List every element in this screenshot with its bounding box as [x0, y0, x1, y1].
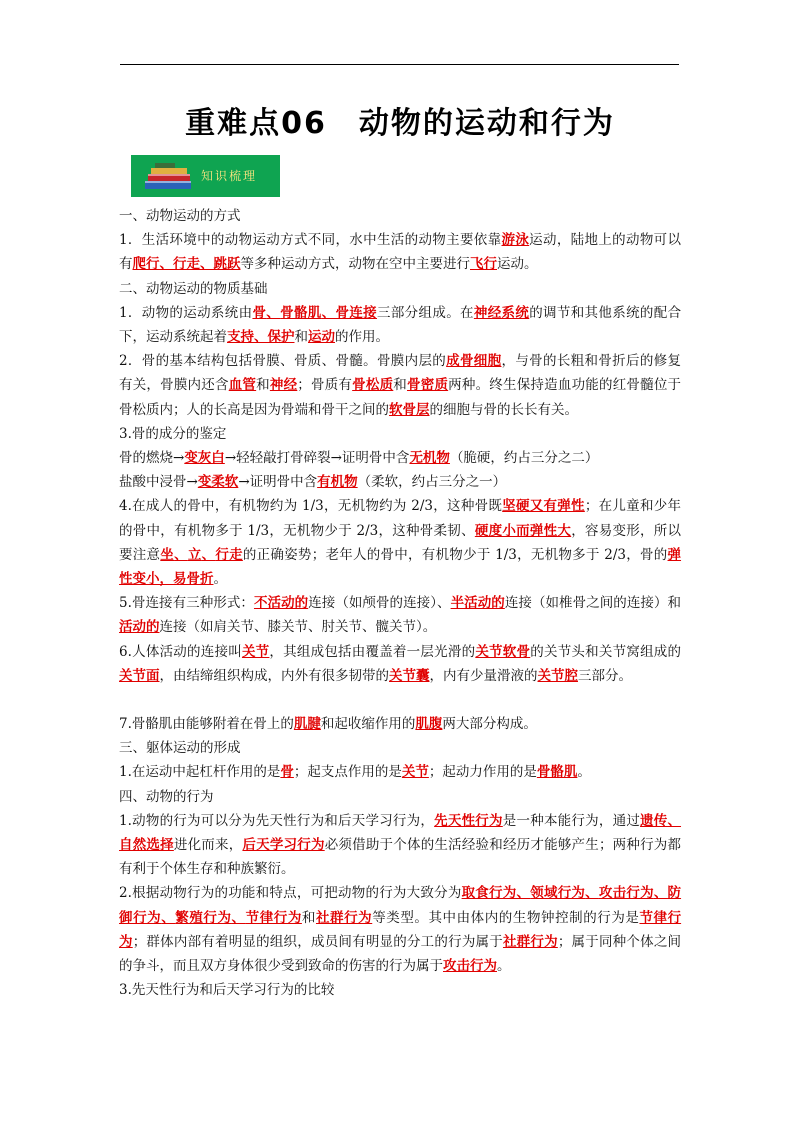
keyword: 不活动的 — [253, 595, 309, 612]
text-run: 进化而来， — [173, 837, 243, 854]
knowledge-banner — [131, 155, 280, 197]
text-run: ；在儿童和少年的骨中，有机物多于 1/3，无机物少于 2/3，这种骨柔韧、 — [119, 498, 682, 539]
keyword: 肌腹 — [415, 716, 443, 733]
text-run: （脆硬，约占三分之二） — [449, 450, 599, 467]
keyword: 、 — [200, 256, 214, 273]
keyword: 、 — [516, 885, 531, 902]
text-run: ；起动力作用的是 — [428, 764, 537, 781]
paragraph — [119, 470, 681, 494]
keyword: 骨骼肌 — [536, 764, 578, 781]
banner-label: 知识梳理 — [201, 169, 258, 183]
keyword: 关节面 — [119, 667, 160, 684]
text-run: ，内有少量滑液的 — [429, 667, 538, 684]
text-run: 1.在运动中起杠杆作用的是 — [119, 764, 281, 781]
text-run: 三、躯体运动的形成 — [119, 740, 241, 757]
text-run: 两种。终生保持造血功能的红骨髓位于骨松质内；人的长高是因为骨端和骨干之间的 — [119, 377, 682, 418]
text-run: 和 — [256, 377, 270, 394]
paragraph-gap — [119, 688, 681, 712]
keyword: 飞行 — [470, 256, 497, 273]
keyword: 坐 — [160, 546, 175, 563]
text-run: 的调节和其他系统的配合下，运动系统起着 — [119, 304, 682, 346]
text-run: 等多种运动方式，动物在空中主要进行 — [240, 256, 470, 273]
text-run: 6.人体活动的连接叫 — [119, 643, 242, 660]
paragraph — [119, 591, 681, 639]
text-run: 3.先天性行为和后天学习行为的比较 — [119, 982, 335, 999]
paragraph — [119, 760, 681, 784]
paragraph — [119, 640, 681, 688]
text-run: ；属于同种个体之间的争斗，而且双方身体很少受到致命的伤害的行为属于 — [119, 933, 682, 975]
text-run: 2．骨的基本结构包括骨膜、骨质、骨髓。骨膜内层的 — [119, 353, 447, 370]
text-run: 是一种本能行为，通过 — [502, 812, 641, 829]
keyword: 神经系统 — [473, 304, 530, 321]
paragraph — [119, 494, 681, 591]
paragraph — [119, 228, 681, 276]
keyword: 、 — [667, 812, 682, 829]
keyword: 骨松质 — [352, 377, 394, 394]
keyword: 防御行为 — [119, 885, 682, 926]
keyword: 运动 — [308, 329, 335, 346]
keyword: 软骨层 — [389, 401, 430, 418]
text-run: 。 — [577, 764, 591, 781]
text-run: 7.骨骼肌由能够附着在骨上的 — [119, 716, 294, 733]
keyword: 变灰白 — [184, 450, 225, 467]
keyword: 、 — [266, 304, 281, 321]
text-run: 1．生活环境中的动物运动方式不同，水中生活的动物主要依靠 — [119, 232, 502, 249]
keyword: 关节 — [241, 643, 270, 660]
paragraph — [119, 712, 681, 736]
keyword: 攻击行为 — [598, 885, 654, 902]
keyword: 社群行为 — [315, 909, 373, 926]
keyword: 半活动的 — [450, 595, 505, 612]
keyword: 繁殖行为 — [175, 909, 232, 926]
text-run: 两大部分构成。 — [442, 716, 537, 733]
text-run: 等类型。其中由体内的生物钟控制的行为是 — [372, 909, 640, 926]
text-run: 连接（如颅骨的连接）、 — [308, 595, 451, 612]
text-run: 和 — [294, 329, 308, 346]
keyword: 、 — [254, 329, 268, 346]
text-run: 。 — [213, 571, 227, 588]
paragraph — [119, 277, 681, 301]
keyword: 游泳 — [501, 232, 530, 249]
keyword: 肌腱 — [293, 716, 321, 733]
text-run: ，与骨的长粗和骨折后的修复有关，骨膜内还含 — [119, 353, 682, 394]
keyword: 关节囊 — [389, 667, 430, 684]
keyword: 社群行为 — [502, 933, 558, 950]
keyword: 弹性变小，易骨折 — [119, 546, 682, 588]
keyword: 骨密质 — [407, 377, 449, 394]
text-run: 一、动物运动的方式 — [119, 208, 241, 224]
paragraph — [119, 349, 681, 422]
keyword: 血管 — [228, 377, 257, 394]
page-title: 重难点06 动物的运动和行为 — [185, 106, 615, 141]
keyword: 后天学习行为 — [242, 837, 325, 854]
text-run: 三部分。 — [578, 667, 632, 684]
text-run: 和 — [301, 909, 316, 926]
keyword: 变柔软 — [197, 474, 239, 491]
paragraph — [119, 978, 681, 1002]
keyword: 、 — [174, 546, 188, 563]
paragraph — [119, 881, 681, 978]
text-run: 盐酸中浸骨→ — [119, 474, 198, 491]
keyword: 、 — [585, 885, 599, 902]
text-run: 2.根据动物行为的功能和特点，可把动物的行为大致分为 — [119, 885, 462, 902]
keyword: 遗传 — [640, 812, 668, 829]
text-run: 的作用。 — [335, 329, 389, 346]
text-run: 。 — [497, 958, 511, 975]
text-run: 和起收缩作用的 — [320, 716, 416, 733]
keyword: 自然选择 — [119, 837, 174, 854]
text-run: 的正确姿势；老年人的骨中，有机物少于 1/3，无机物多于 2/3，骨的 — [242, 546, 668, 563]
books-icon — [141, 161, 197, 193]
paragraph — [119, 301, 681, 349]
text-run: →轻轻敲打骨碎裂→证明骨中含 — [224, 450, 410, 467]
paragraph — [119, 446, 681, 470]
keyword: 取食行为 — [461, 885, 517, 902]
header-rule — [120, 64, 679, 65]
keyword: 骨 — [280, 764, 294, 781]
text-run: 连接（如肩关节、膝关节、肘关节、髋关节）。 — [159, 619, 437, 636]
paragraph — [119, 204, 681, 228]
paragraph — [119, 785, 681, 809]
keyword: 关节软骨 — [475, 643, 531, 660]
paragraph — [119, 422, 681, 446]
text-run: 3.骨的成分的鉴定 — [119, 425, 227, 442]
text-run: 必须借助于个体的生活经验和经历才能够产生；两种行为都有利于个体生存和种族繁衍。 — [119, 837, 682, 878]
text-run: 二、动物运动的物质基础 — [119, 280, 268, 297]
keyword: 骨 — [252, 304, 267, 321]
keyword: 、 — [201, 546, 216, 563]
keyword: 保护 — [267, 329, 295, 346]
keyword: 支持 — [227, 329, 254, 346]
keyword: 节律行为 — [245, 909, 302, 926]
keyword: 爬行 — [132, 256, 160, 273]
text-run: ；骨质有 — [297, 377, 353, 394]
paragraph — [119, 736, 681, 760]
text-run: 的细胞与骨的长长有关。 — [429, 401, 578, 418]
text-run: 和 — [393, 377, 408, 394]
keyword: 关节腔 — [537, 667, 578, 684]
keyword: 关节 — [401, 764, 429, 781]
text-run: 的关节头和关节窝组成的 — [530, 643, 682, 660]
text-run: ，容易变形，所以要注意 — [119, 522, 682, 563]
keyword: 神经 — [269, 377, 298, 394]
keyword: 、 — [161, 909, 176, 926]
keyword: 、 — [231, 909, 246, 926]
keyword: 行走 — [215, 546, 243, 563]
keyword: 、 — [321, 304, 336, 321]
document-body — [119, 204, 681, 1003]
keyword: 节律行为 — [119, 909, 682, 950]
text-run: 骨的燃烧→ — [119, 450, 185, 467]
text-run: 运动，陆地上的动物可以有 — [119, 232, 682, 273]
keyword: 有机物 — [317, 474, 358, 491]
keyword: 立 — [187, 546, 202, 563]
text-run: →证明骨中含 — [238, 474, 318, 491]
text-run: ，由结缔组织构成，内外有很多韧带的 — [159, 667, 389, 684]
text-run: 4.在成人的骨中，有机物约为 1/3，无机物约为 2/3，这种骨既 — [119, 498, 503, 515]
text-run: 1．动物的运动系统由 — [119, 304, 253, 321]
text-run: 1.动物的行为可以分为先天性行为和后天学习行为， — [119, 812, 435, 829]
keyword: 骨骼肌 — [280, 304, 322, 321]
text-run: 三部分组成。在 — [377, 304, 474, 321]
keyword: 跳跃 — [213, 256, 241, 273]
keyword: 坚硬又有弹性 — [502, 498, 585, 515]
text-run: ；起支点作用的是 — [293, 764, 402, 781]
text-run: 5.骨连接有三种形式： — [119, 595, 254, 612]
keyword: 、 — [159, 256, 173, 273]
keyword: 硬度小而弹性大 — [474, 522, 572, 539]
text-run: （柔软，约占三分之一） — [357, 474, 507, 491]
keyword: 活动的 — [119, 619, 160, 636]
text-run: ；群体内部有着明显的组织，成员间有明显的分工的行为属于 — [132, 933, 503, 950]
keyword: 先天性行为 — [434, 812, 503, 829]
keyword: 无机物 — [409, 450, 450, 467]
text-run: ，其组成包括由覆盖着一层光滑的 — [269, 643, 476, 660]
keyword: 行走 — [173, 256, 200, 273]
keyword: 领域行为 — [530, 885, 586, 902]
text-run: 连接（如椎骨之间的连接）和 — [504, 595, 682, 612]
text-run: 四、动物的行为 — [119, 788, 214, 805]
keyword: 成骨细胞 — [446, 353, 502, 370]
text-run: 运动。 — [497, 256, 538, 273]
keyword: 、 — [653, 885, 668, 902]
paragraph — [119, 809, 681, 882]
keyword: 骨连接 — [335, 304, 378, 321]
keyword: 攻击行为 — [443, 958, 497, 975]
